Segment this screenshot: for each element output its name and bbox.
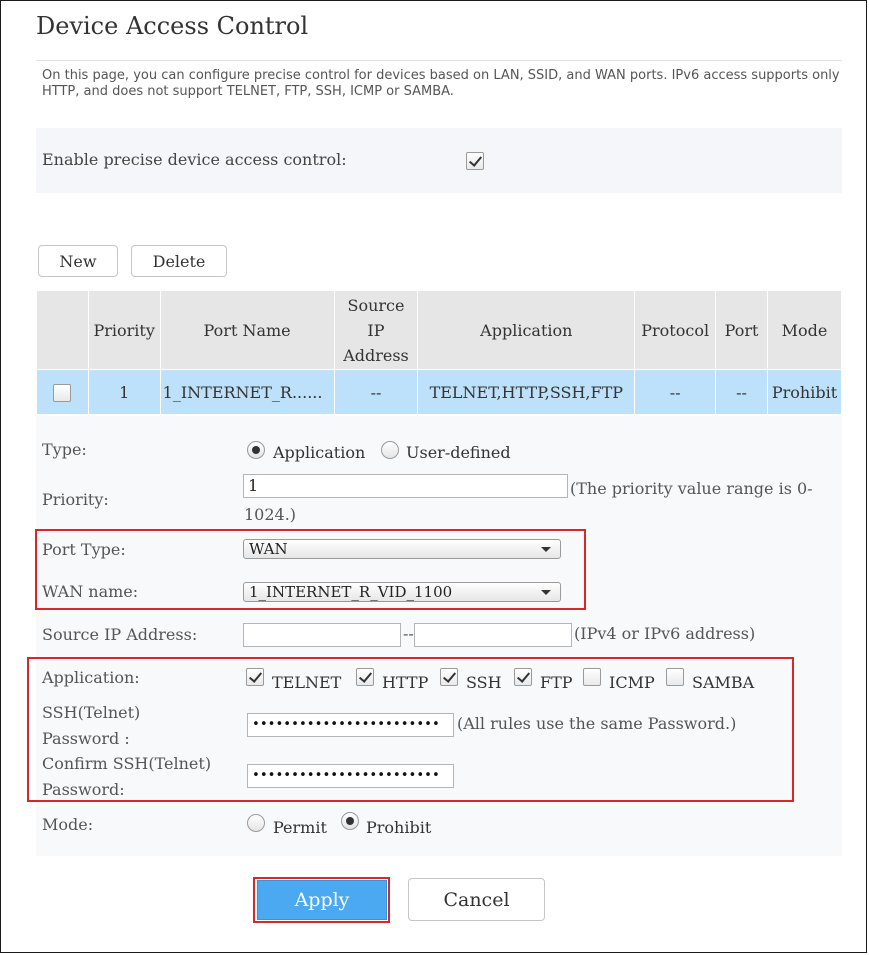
check-icon bbox=[359, 669, 372, 683]
http-checkbox[interactable] bbox=[356, 668, 374, 686]
source-ip-start-input[interactable] bbox=[243, 623, 401, 647]
mode-permit-radio[interactable] bbox=[247, 814, 265, 832]
row-select-cell bbox=[37, 370, 89, 415]
row-mode: Prohibit bbox=[767, 370, 841, 415]
samba-checkbox[interactable] bbox=[666, 668, 684, 686]
row-port: -- bbox=[716, 370, 768, 415]
wan-name-label: WAN name: bbox=[42, 582, 139, 601]
table-header-row bbox=[37, 291, 842, 370]
row-source-ip: -- bbox=[334, 370, 418, 415]
icmp-checkbox[interactable] bbox=[583, 668, 601, 686]
new-button[interactable]: New bbox=[38, 245, 118, 277]
header-source-ip: Source IP Address bbox=[334, 291, 418, 370]
port-type-select[interactable] bbox=[243, 539, 561, 559]
header-port: Port bbox=[716, 291, 768, 370]
ssh-checkbox[interactable] bbox=[440, 668, 458, 686]
application-label: Application: bbox=[42, 668, 140, 687]
wan-name-value: 1_INTERNET_R_VID_1100 bbox=[249, 583, 453, 601]
type-application-radio[interactable] bbox=[247, 441, 265, 459]
http-label: HTTP bbox=[382, 673, 429, 692]
ftp-checkbox[interactable] bbox=[514, 668, 532, 686]
chevron-down-icon bbox=[541, 590, 551, 595]
priority-note: (The priority value range is 0-1024.) bbox=[244, 479, 813, 524]
confirm-password-input[interactable]: •••••••••••••••••••••••• bbox=[247, 764, 454, 788]
check-icon bbox=[517, 669, 530, 683]
page-description: On this page, you can configure precise control for devices based on LAN, SSID, and WAN ports. IPv6 access supports only HTTP, and does not support TELNET, FTP, SSH, ICMP or SAMBA. bbox=[42, 68, 840, 99]
telnet-checkbox[interactable] bbox=[246, 668, 264, 686]
mode-prohibit-label: Prohibit bbox=[366, 818, 432, 837]
ssh-password-label-1: SSH(Telnet) bbox=[42, 703, 141, 722]
telnet-label: TELNET bbox=[272, 673, 342, 692]
source-ip-note: (IPv4 or IPv6 address) bbox=[574, 624, 756, 643]
source-ip-end-input[interactable] bbox=[414, 623, 572, 647]
samba-label: SAMBA bbox=[692, 673, 755, 692]
check-icon bbox=[443, 669, 456, 683]
apply-button[interactable]: Apply bbox=[257, 880, 387, 920]
mode-label: Mode: bbox=[42, 815, 94, 834]
port-type-label: Port Type: bbox=[42, 540, 126, 559]
confirm-password-label-1: Confirm SSH(Telnet) bbox=[42, 754, 212, 773]
header-mode: Mode bbox=[767, 291, 841, 370]
confirm-password-label-2: Password: bbox=[42, 780, 125, 799]
header-priority: Priority bbox=[88, 291, 160, 370]
source-ip-separator: -- bbox=[403, 624, 414, 643]
enable-panel bbox=[36, 128, 842, 193]
check-icon bbox=[249, 669, 262, 683]
header-select bbox=[37, 291, 89, 370]
type-user-defined-label: User-defined bbox=[406, 443, 511, 462]
check-icon bbox=[469, 153, 482, 167]
enable-label: Enable precise device access control: bbox=[42, 150, 347, 169]
ftp-label: FTP bbox=[540, 673, 573, 692]
ssh-password-label-2: Password : bbox=[42, 729, 130, 748]
priority-label: Priority: bbox=[42, 490, 109, 509]
ssh-label: SSH bbox=[466, 673, 502, 692]
chevron-down-icon bbox=[541, 547, 551, 552]
type-user-defined-radio[interactable] bbox=[381, 441, 399, 459]
mode-prohibit-radio[interactable] bbox=[341, 812, 359, 830]
enable-checkbox[interactable] bbox=[466, 152, 484, 170]
delete-button[interactable]: Delete bbox=[131, 245, 227, 277]
header-protocol: Protocol bbox=[635, 291, 716, 370]
page-title: Device Access Control bbox=[36, 12, 309, 40]
table-row[interactable] bbox=[37, 370, 842, 415]
mode-permit-label: Permit bbox=[273, 818, 327, 837]
row-application: TELNET,HTTP,SSH,FTP bbox=[418, 370, 635, 415]
wan-name-select[interactable] bbox=[243, 582, 561, 602]
source-ip-label: Source IP Address: bbox=[42, 625, 198, 644]
row-protocol: -- bbox=[635, 370, 716, 415]
header-port-name: Port Name bbox=[160, 291, 334, 370]
rules-table bbox=[36, 290, 842, 415]
icmp-label: ICMP bbox=[609, 673, 655, 692]
cancel-button[interactable]: Cancel bbox=[408, 878, 545, 921]
header-application: Application bbox=[418, 291, 635, 370]
type-application-label: Application bbox=[273, 443, 366, 462]
ssh-password-note: (All rules use the same Password.) bbox=[457, 714, 737, 733]
row-port-name: 1_INTERNET_R...... bbox=[160, 370, 334, 415]
port-type-value: WAN bbox=[249, 540, 288, 558]
title-divider bbox=[36, 60, 842, 61]
row-priority: 1 bbox=[88, 370, 160, 415]
ssh-password-input[interactable]: •••••••••••••••••••••••• bbox=[247, 713, 454, 737]
type-label: Type: bbox=[42, 440, 87, 459]
row-checkbox[interactable] bbox=[53, 384, 71, 402]
priority-input[interactable]: 1 bbox=[243, 474, 568, 498]
